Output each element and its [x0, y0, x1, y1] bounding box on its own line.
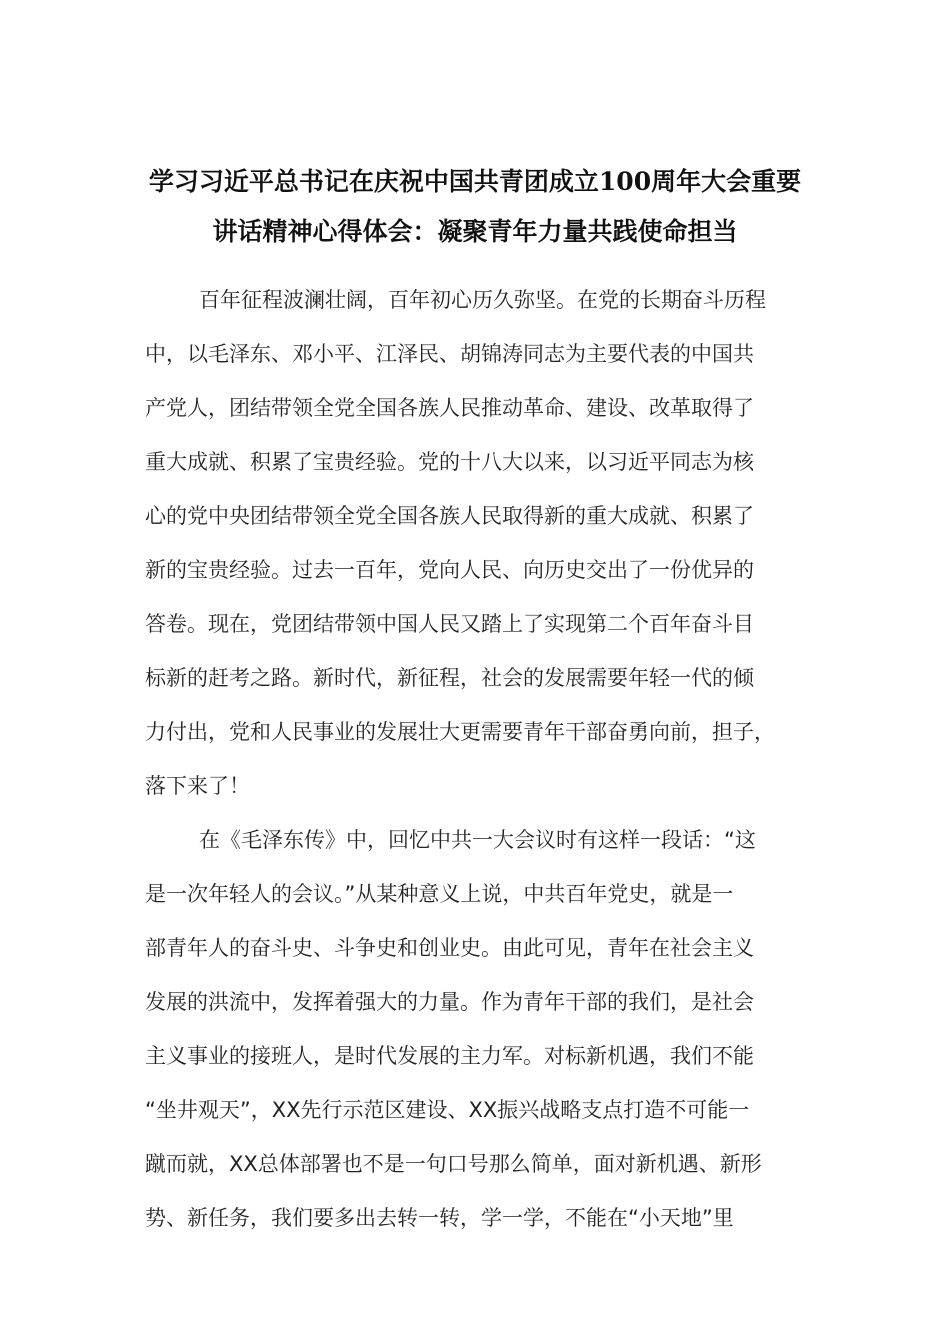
paragraph-line: “坐井观天”，XX先行示范区建设、XX振兴战略支点打造不可能一 [145, 1098, 750, 1122]
paragraph-line: 主义事业的接班人，是时代发展的主力军。对标新机遇，我们不能 [145, 1044, 754, 1068]
paragraph-line: 中，以毛泽东、邓小平、江泽民、胡锦涛同志为主要代表的中国共 [145, 342, 754, 366]
paragraph-line: 蹴而就，XX总体部署也不是一句口号那么简单，面对新机遇、新形 [145, 1152, 762, 1176]
document-title-line-2: 讲话精神心得体会：凝聚青年力量共践使命担当 [212, 217, 738, 246]
paragraph-line: 百年征程波澜壮阔，百年初心历久弥坚。在党的长期奋斗历程 [199, 288, 766, 312]
paragraph-line: 重大成就、积累了宝贵经验。党的十八大以来，以习近平同志为核 [145, 450, 754, 474]
paragraph-line: 力付出，党和人民事业的发展壮大更需要青年干部奋勇向前，担子， [145, 720, 775, 744]
paragraph-line: 发展的洪流中，发挥着强大的力量。作为青年干部的我们，是社会 [145, 990, 754, 1014]
paragraph-line: 是一次年轻人的会议。”从某种意义上说，中共百年党史，就是一 [145, 882, 734, 906]
paragraph-line: 心的党中央团结带领全党全国各族人民取得新的重大成就、积累了 [145, 504, 754, 528]
paragraph-line: 部青年人的奋斗史、斗争史和创业史。由此可见，青年在社会主义 [145, 936, 754, 960]
paragraph-line: 标新的赶考之路。新时代，新征程，社会的发展需要年轻一代的倾 [145, 666, 754, 690]
paragraph-line: 在《毛泽东传》中，回忆中共一大会议时有这样一段话：“这 [199, 828, 756, 852]
paragraph-line: 落下来了！ [145, 774, 250, 798]
paragraph-line: 答卷。现在，党团结带领中国人民又踏上了实现第二个百年奋斗目 [145, 612, 754, 636]
paragraph-line: 产党人，团结带领全党全国各族人民推动革命、建设、改革取得了 [145, 396, 754, 420]
paragraph-line: 势、新任务，我们要多出去转一转，学一学，不能在“小天地”里 [145, 1206, 734, 1230]
document-title-line-1: 学习习近平总书记在庆祝中国共青团成立100周年大会重要 [148, 167, 802, 196]
paragraph-line: 新的宝贵经验。过去一百年，党向人民、向历史交出了一份优异的 [145, 558, 754, 582]
